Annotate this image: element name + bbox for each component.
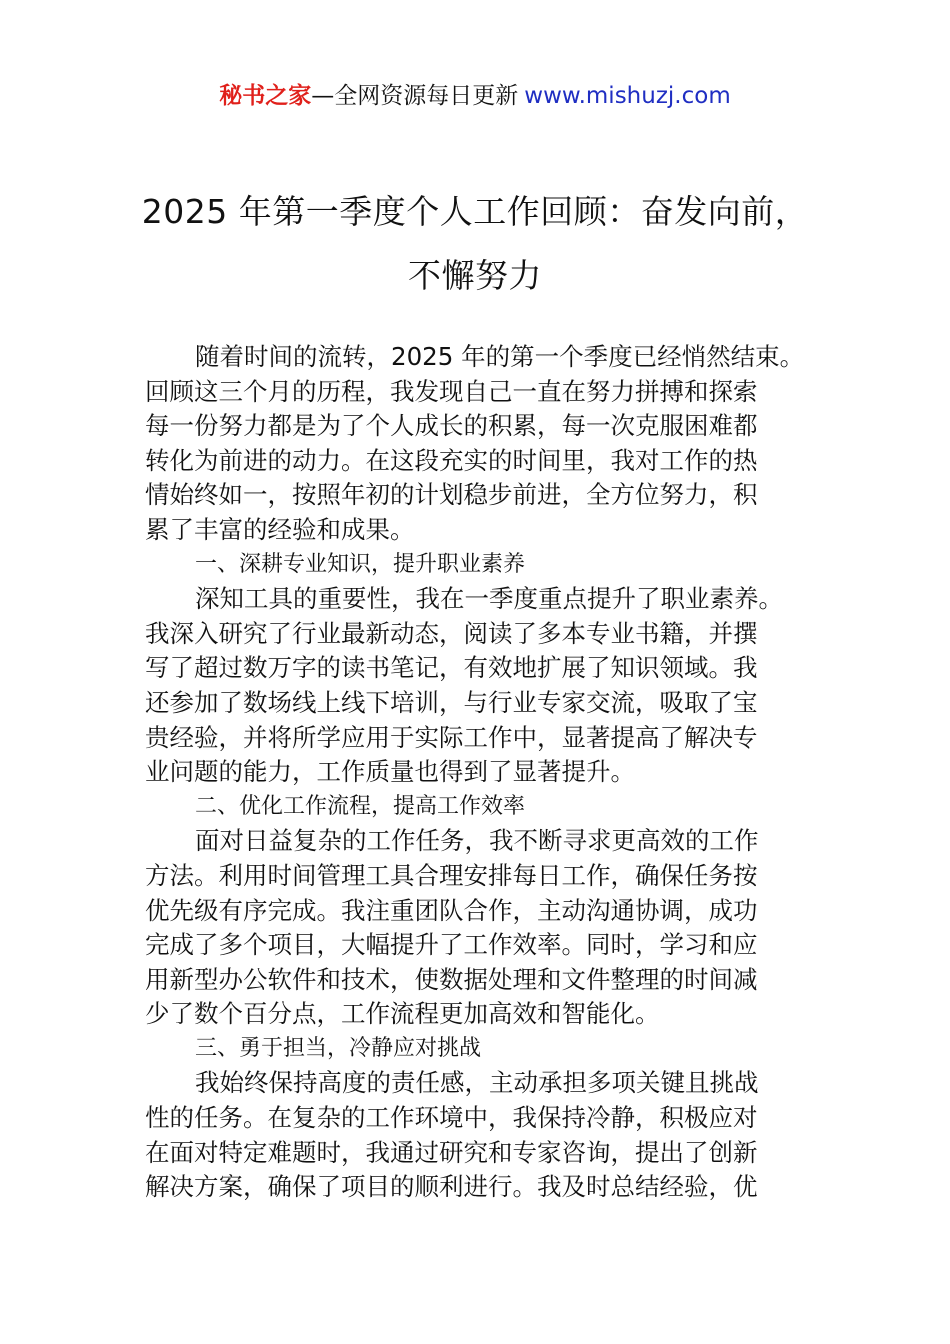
paragraph-line: 写了超过数万字的读书笔记，有效地扩展了知识领域。我 xyxy=(145,653,758,683)
document-body xyxy=(145,340,815,1205)
paragraph-line: 还参加了数场线上线下培训，与行业专家交流，吸取了宝 xyxy=(145,687,758,717)
paragraph-line: 面对日益复杂的工作任务，我不断寻求更高效的工作 xyxy=(195,826,759,856)
site-url-link[interactable]: www.mishuzj.com xyxy=(524,83,731,109)
paragraph-line: 深知工具的重要性，我在一季度重点提升了职业素养。 xyxy=(195,584,783,614)
paragraph-line: 累了丰富的经验和成果。 xyxy=(145,514,415,544)
paragraph-line: 用新型办公软件和技术，使数据处理和文件整理的时间减 xyxy=(145,964,758,994)
paragraph-line: 解决方案，确保了项目的顺利进行。我及时总结经验，优 xyxy=(145,1172,758,1202)
paragraph-line: 我始终保持高度的责任感，主动承担多项关键且挑战 xyxy=(195,1068,759,1098)
paragraph-line: 方法。利用时间管理工具合理安排每日工作，确保任务按 xyxy=(145,860,758,890)
paragraph-line: 回顾这三个月的历程，我发现自己一直在努力拼搏和探索 xyxy=(145,376,758,406)
paragraph-line: 性的任务。在复杂的工作环境中，我保持冷静，积极应对 xyxy=(145,1103,758,1133)
paragraph-line: 随着时间的流转，2025 年的第一个季度已经悄然结束。 xyxy=(195,342,805,371)
paragraph-line: 转化为前进的动力。在这段充实的时间里，我对工作的热 xyxy=(145,445,758,475)
paragraph-line: 业问题的能力，工作质量也得到了显著提升。 xyxy=(145,757,635,787)
paragraph-line: 完成了多个项目，大幅提升了工作效率。同时，学习和应 xyxy=(145,930,758,960)
document-title xyxy=(100,180,850,308)
section-heading: 二、优化工作流程，提高工作效率 xyxy=(195,793,526,819)
paragraph-line: 优先级有序完成。我注重团队合作，主动沟通协调，成功 xyxy=(145,895,758,925)
section-heading: 三、勇于担当，冷静应对挑战 xyxy=(195,1035,482,1061)
site-header xyxy=(0,80,950,112)
paragraph-line: 在面对特定难题时，我通过研究和专家咨询，提出了创新 xyxy=(145,1137,758,1167)
paragraph-line: 少了数个百分点，工作流程更加高效和智能化。 xyxy=(145,999,660,1029)
site-slogan: —全网资源每日更新 xyxy=(311,83,519,109)
paragraph-line: 贵经验，并将所学应用于实际工作中，显著提高了解决专 xyxy=(145,722,758,752)
title-line: 2025 年第一季度个人工作回顾：奋发向前， xyxy=(141,192,809,231)
section-heading: 一、深耕专业知识，提升职业素养 xyxy=(195,551,526,577)
paragraph-line: 我深入研究了行业最新动态，阅读了多本专业书籍，并撰 xyxy=(145,618,758,648)
paragraph-line: 情始终如一，按照年初的计划稳步前进，全方位努力，积 xyxy=(145,480,758,510)
site-brand: 秘书之家 xyxy=(219,83,312,109)
paragraph-line: 每一份努力都是为了个人成长的积累，每一次克服困难都 xyxy=(145,411,758,441)
title-line: 不懈努力 xyxy=(408,256,542,295)
